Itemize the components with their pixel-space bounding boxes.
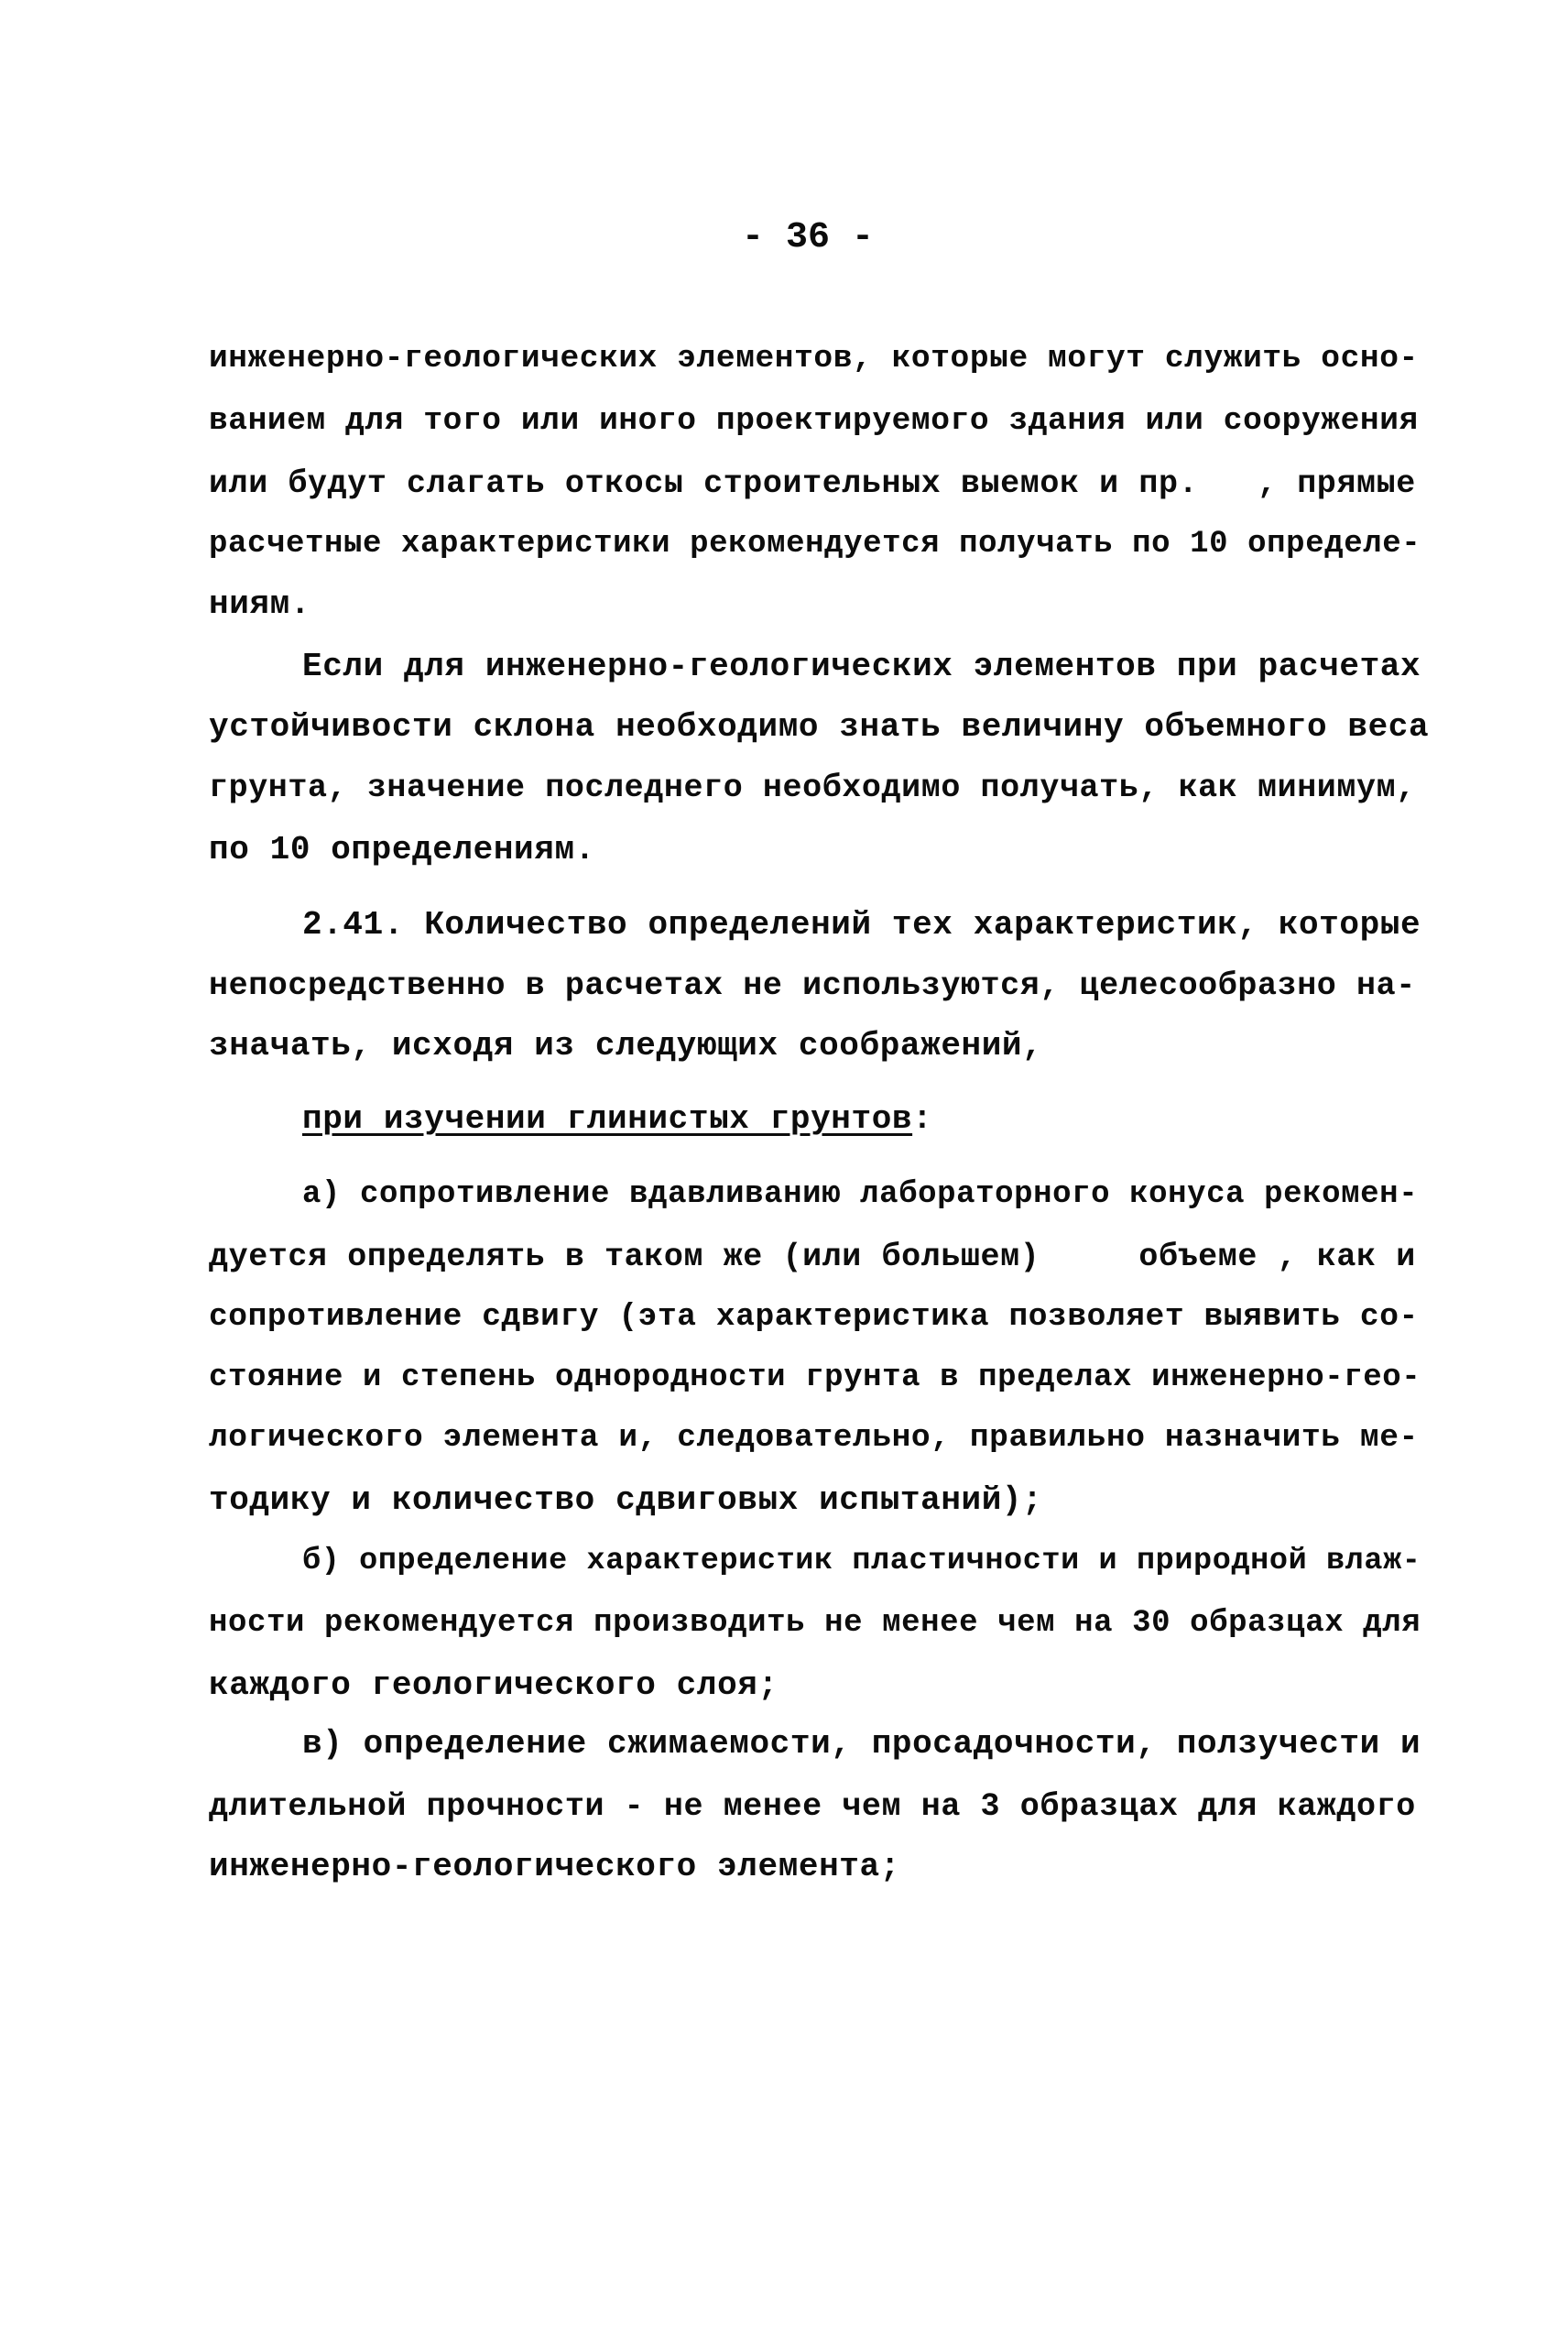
subheading-text: при изучении глинистых грунтов [302,1100,913,1138]
text-line: Если для инженерно-геологических элементов при расчетах [302,648,1421,685]
text-line: 2.41. Количество определений тех характеристик, которые [302,906,1421,944]
text-line: инженерно-геологического элемента; [209,1848,900,1885]
text-line: длительной прочности - не менее чем на 3 образцах для каждого [209,1788,1416,1825]
page-number: - 36 - [742,217,875,258]
text-line: по 10 определениям. [209,831,595,868]
text-line: ности рекомендуется производить не менее чем на 30 образцах для [209,1606,1421,1641]
text-line: тодику и количество сдвиговых испытаний); [209,1481,1043,1519]
text-line: или будут слагать откосы строительных выемок и пр. , прямые [209,465,1416,502]
text-line: инженерно-геологических элементов, которые могут служить осно- [209,341,1419,377]
text-line: ванием для того или иного проектируемого здания или сооружения [209,403,1419,439]
text-line: ниям. [209,585,311,623]
text-line: устойчивости склона необходимо знать величину объемного веса [209,708,1430,746]
text-line: непосредственно в расчетах не используются, целесообразно на- [209,967,1416,1004]
subheading [302,1099,932,1140]
text-line: расчетные характеристики рекомендуется получать по 10 определе- [209,527,1421,562]
subheading-colon: : [912,1100,933,1138]
text-line: грунта, значение последнего необходимо получать, как минимум, [209,770,1416,806]
text-line: значать, исходя из следующих соображений, [209,1027,1043,1065]
text-line: б) определение характеристик пластичности и природной влаж- [302,1544,1421,1578]
text-line: логического элемента и, следовательно, правильно назначить ме- [209,1420,1419,1456]
text-line: сопротивление сдвигу (эта характеристика позволяет выявить со- [209,1299,1419,1335]
text-line: каждого геологического слоя; [209,1666,779,1704]
text-line: в) определение сжимаемости, просадочности, ползучести и [302,1725,1421,1763]
text-line: а) сопротивление вдавливанию лабораторного конуса рекомен- [302,1177,1419,1212]
text-line: дуется определять в таком же (или большем) объеме , как и [209,1239,1416,1275]
text-line: стояние и степень однородности грунта в пределах инженерно-гео- [209,1360,1421,1395]
